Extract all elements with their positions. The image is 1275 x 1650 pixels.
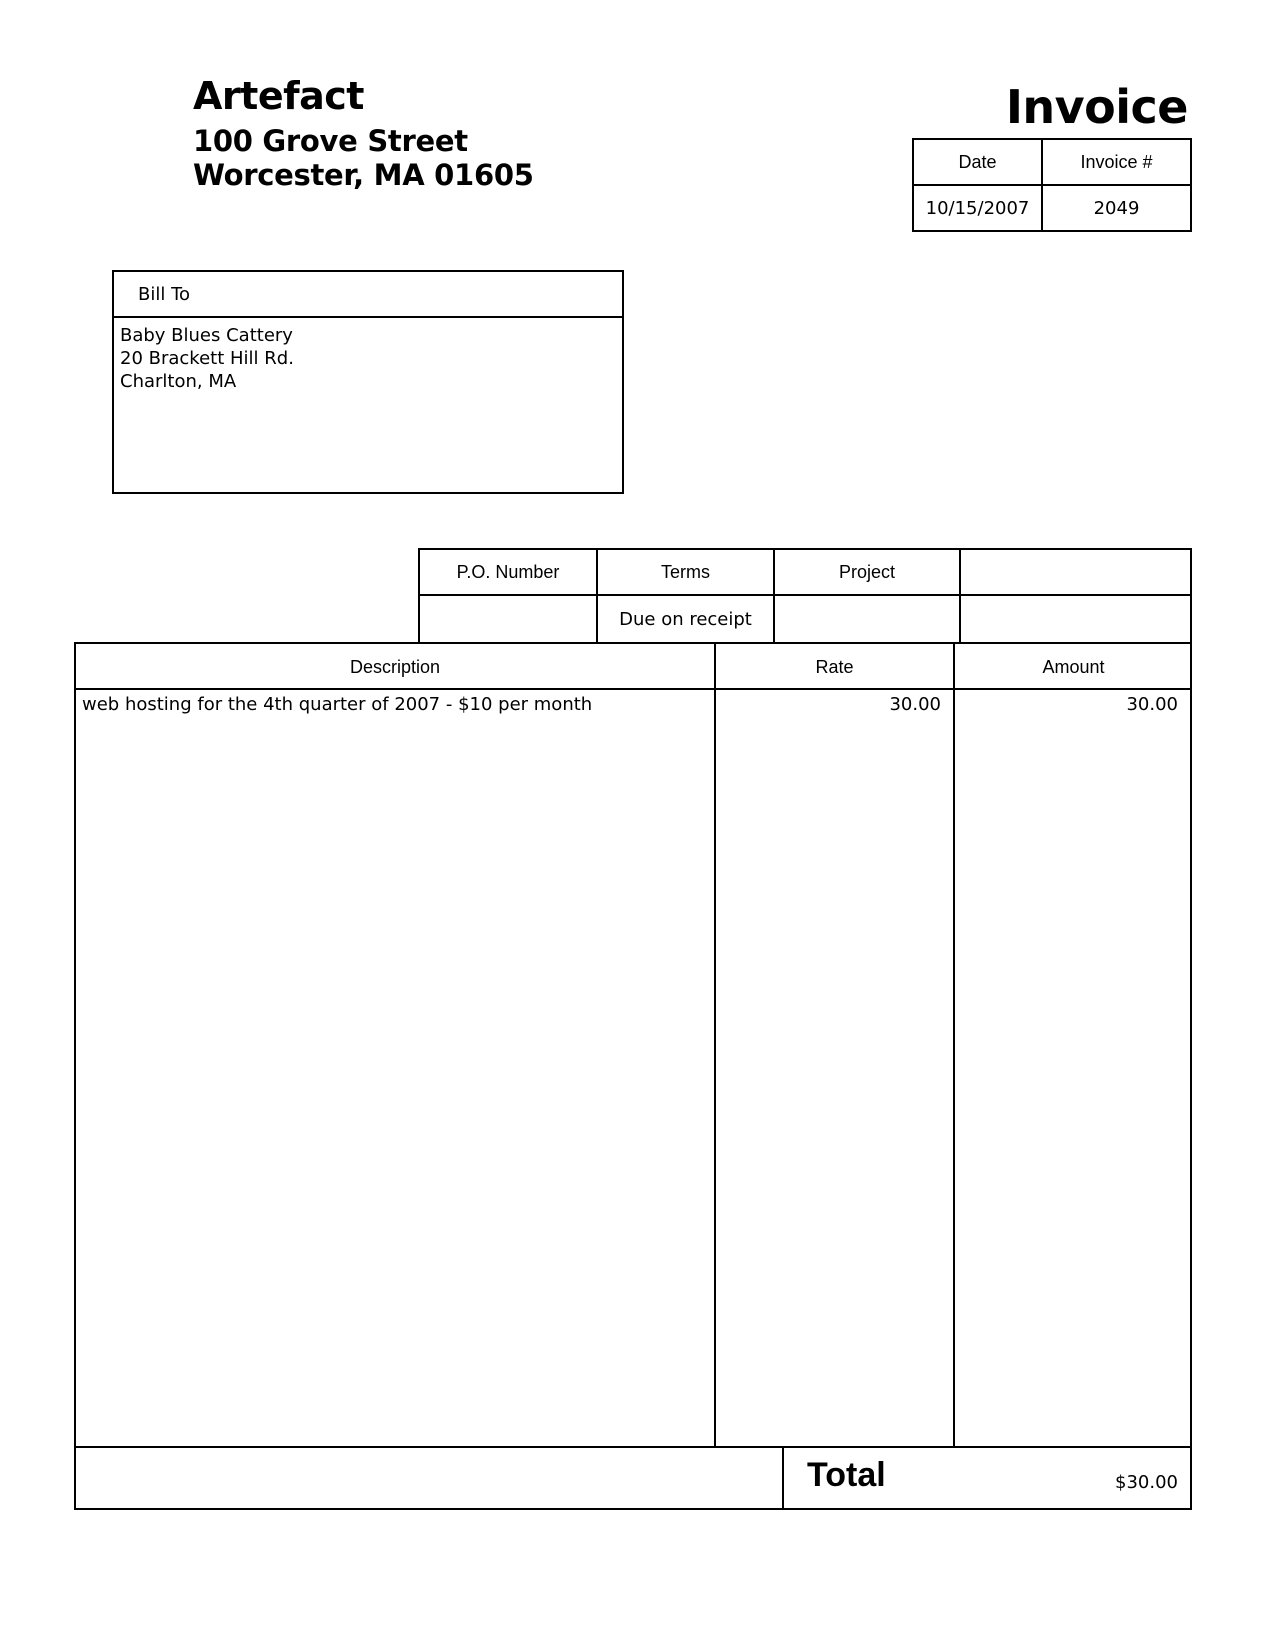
item-description: web hosting for the 4th quarter of 2007 - $10 per month bbox=[82, 694, 593, 715]
invoice-number-value: 2049 bbox=[1041, 184, 1192, 232]
document-title: Invoice bbox=[1005, 80, 1188, 134]
items-total-divider bbox=[76, 1446, 1190, 1448]
terms-label: Terms bbox=[596, 548, 775, 596]
column-header-amount: Amount bbox=[1042, 656, 1105, 677]
item-rate: 30.00 bbox=[889, 694, 941, 715]
total-value: $30.00 bbox=[1115, 1472, 1178, 1493]
items-table bbox=[74, 642, 1192, 1510]
items-column-divider bbox=[953, 644, 955, 1448]
bill-to-address bbox=[120, 324, 294, 393]
date-label: Date bbox=[912, 138, 1043, 186]
company-city-state-zip: Worcester, MA 01605 bbox=[193, 158, 534, 192]
bill-to-box bbox=[112, 270, 624, 494]
invoice-number-label: Invoice # bbox=[1041, 138, 1192, 186]
items-column-divider bbox=[714, 644, 716, 1448]
bill-to-line: Charlton, MA bbox=[120, 371, 237, 392]
bill-to-line: 20 Brackett Hill Rd. bbox=[120, 348, 294, 369]
po-number-value bbox=[418, 594, 598, 644]
date-value: 10/15/2007 bbox=[912, 184, 1043, 232]
bill-to-label: Bill To bbox=[114, 272, 622, 318]
company-name: Artefact bbox=[193, 74, 364, 118]
total-label: Total bbox=[807, 1456, 886, 1494]
project-label: Project bbox=[773, 548, 961, 596]
po-number-label: P.O. Number bbox=[418, 548, 598, 596]
column-header-rate: Rate bbox=[815, 656, 854, 677]
blank-value-cell bbox=[959, 594, 1192, 644]
bill-to-line: Baby Blues Cattery bbox=[120, 325, 293, 346]
project-value bbox=[773, 594, 961, 644]
terms-value: Due on receipt bbox=[596, 594, 775, 644]
item-amount: 30.00 bbox=[1126, 694, 1178, 715]
blank-header-cell bbox=[959, 548, 1192, 596]
company-street: 100 Grove Street bbox=[193, 124, 468, 158]
total-column-divider bbox=[782, 1446, 784, 1510]
column-header-description: Description bbox=[349, 656, 441, 677]
